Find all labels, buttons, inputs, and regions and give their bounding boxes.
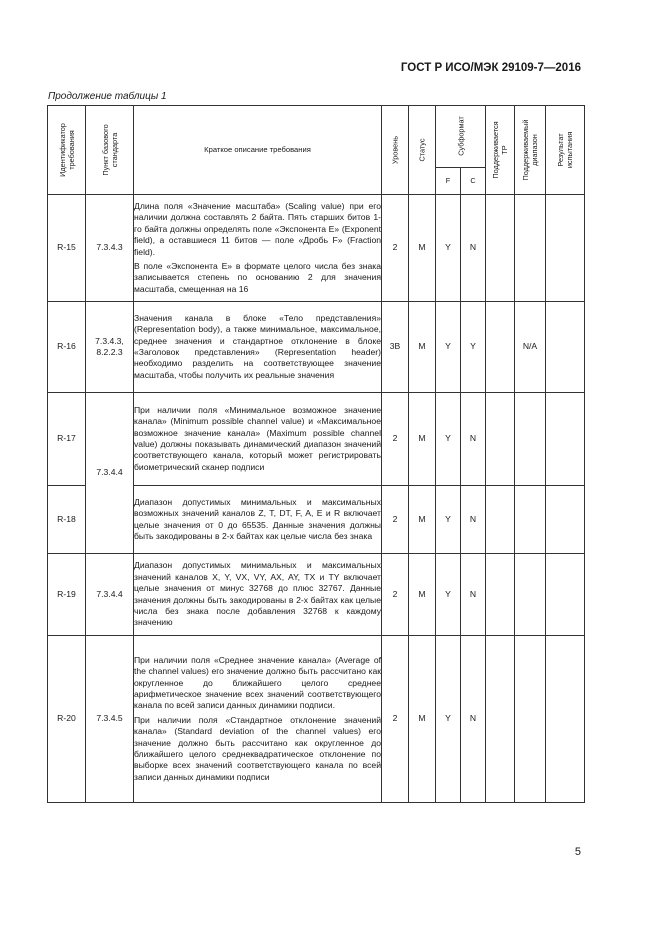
test-result [546, 486, 585, 554]
header-description: Краткое описание требования [134, 106, 382, 195]
requirement-id: R-16 [48, 302, 86, 393]
level: 2 [382, 554, 409, 636]
document-code: ГОСТ Р ИСО/МЭК 29109-7—2016 [400, 62, 581, 74]
header-base-clause: Пункт базового стандарта [86, 106, 134, 195]
supported-tp [486, 195, 515, 302]
status: M [409, 554, 436, 636]
header-supported-range: Поддерживаемый диапазон [515, 106, 546, 195]
header-requirement-id: Идентификатор требования [48, 106, 86, 195]
table-row [48, 636, 585, 803]
base-clause: 7.3.4.3 [86, 195, 134, 302]
supported-tp [486, 302, 515, 393]
subformat-c: N [461, 486, 486, 554]
header-subformat: Субформат [436, 106, 486, 168]
requirement-id: R-17 [48, 393, 86, 486]
test-result [546, 554, 585, 636]
requirement-id: R-15 [48, 195, 86, 302]
requirement-description: Длина поля «Значение масштаба» (Scaling value) при его наличии должна составлять 2 байта. Пять старших битов 1-го байта должны определять поле «Экспонента E» (Exponent field), а оставшиеся 11 битов — поле «Дробь F» (Fraction field). В поле «Экспонента E» в формате целого числа без знака записывается степень по основанию 2 для значения масштаба, смещенная на 16 [134, 195, 382, 302]
level: 2 [382, 195, 409, 302]
supported-range [515, 636, 546, 803]
level: 3B [382, 302, 409, 393]
subformat-f: Y [436, 554, 461, 636]
header-test-result: Результат испытания [546, 106, 585, 195]
header-subformat-f: F [436, 167, 461, 194]
table-continuation-caption: Продолжение таблицы 1 [48, 91, 167, 102]
base-clause: 7.3.4.3, 8.2.2.3 [86, 302, 134, 393]
supported-tp [486, 554, 515, 636]
table-row [48, 195, 585, 302]
test-result [546, 393, 585, 486]
page-number: 5 [574, 846, 581, 858]
header-subformat-c: С [461, 167, 486, 194]
requirement-description: При наличии поля «Минимальное возможное значение канала» (Minimum possible channel value) и «Максимальное возможное значение канала» (Maximum possible channel value) должны показывать динамический диапазон значений соответствующего канала, который может регистрировать биометрический сканер подписи [134, 393, 382, 486]
subformat-f: Y [436, 486, 461, 554]
header-supported-tp: Поддерживается ТР [486, 106, 515, 195]
test-result [546, 302, 585, 393]
status: M [409, 302, 436, 393]
requirement-description: Диапазон допустимых минимальных и максимальных возможных значений каналов Z, T, DT, F, A, E и R включает целые значения от 0 до 65535. Данные значения должны быть закодированы в 2-х байтах как целые числа без знака [134, 486, 382, 554]
subformat-c: N [461, 393, 486, 486]
status: M [409, 195, 436, 302]
base-clause: 7.3.4.4 [86, 393, 134, 554]
header-status: Статус [409, 106, 436, 195]
supported-range [515, 486, 546, 554]
subformat-c: N [461, 554, 486, 636]
level: 2 [382, 636, 409, 803]
supported-tp [486, 393, 515, 486]
supported-range [515, 195, 546, 302]
requirement-description: Диапазон допустимых минимальных и максимальных значений каналов X, Y, VX, VY, AX, AY, TX и TY включает целые значения от минус 32768 до плюс 32767. Данные значения должны быть закодированы в 2-х байтах как целые числа без знака после добавления 32768 к каждому значению [134, 554, 382, 636]
requirement-description: При наличии поля «Среднее значение канала» (Average of the channel values) его значение должно быть рассчитано как округленное до ближайшего целого среднее арифметическое значение всех значений соответствующего канала по всей записи данных динамики подписи. При наличии поля «Стандартное отклонение значений канала» (Standard deviation of the channel values) его значение должно быть рассчитано как округленное до ближайшего целого среднеквадратическое отклонение по выборке всех значений соответствующего канала по всей записи данных динамики подписи [134, 636, 382, 803]
table-row [48, 302, 585, 393]
base-clause: 7.3.4.4 [86, 554, 134, 636]
table-row [48, 393, 585, 486]
level: 2 [382, 486, 409, 554]
test-result [546, 195, 585, 302]
table-row [48, 554, 585, 636]
subformat-f: Y [436, 636, 461, 803]
status: M [409, 393, 436, 486]
requirement-id: R-19 [48, 554, 86, 636]
requirements-table [47, 105, 585, 803]
test-result [546, 636, 585, 803]
subformat-c: Y [461, 302, 486, 393]
header-level: Уровень [382, 106, 409, 195]
supported-range [515, 554, 546, 636]
status: M [409, 486, 436, 554]
status: M [409, 636, 436, 803]
supported-tp [486, 486, 515, 554]
subformat-f: Y [436, 393, 461, 486]
subformat-c: N [461, 636, 486, 803]
supported-range [515, 393, 546, 486]
supported-range: N/A [515, 302, 546, 393]
subformat-c: N [461, 195, 486, 302]
subformat-f: Y [436, 195, 461, 302]
subformat-f: Y [436, 302, 461, 393]
base-clause: 7.3.4.5 [86, 636, 134, 803]
requirement-description: Значения канала в блоке «Тело представления» (Representation body), а также минимальное, максимальное, среднее значения и стандартное отклонение в блоке «Заголовок представления» (Representation header) необходимо разделить на соответствующее значение масштаба, чтобы получить их реальные значения [134, 302, 382, 393]
supported-tp [486, 636, 515, 803]
level: 2 [382, 393, 409, 486]
requirement-id: R-18 [48, 486, 86, 554]
requirement-id: R-20 [48, 636, 86, 803]
